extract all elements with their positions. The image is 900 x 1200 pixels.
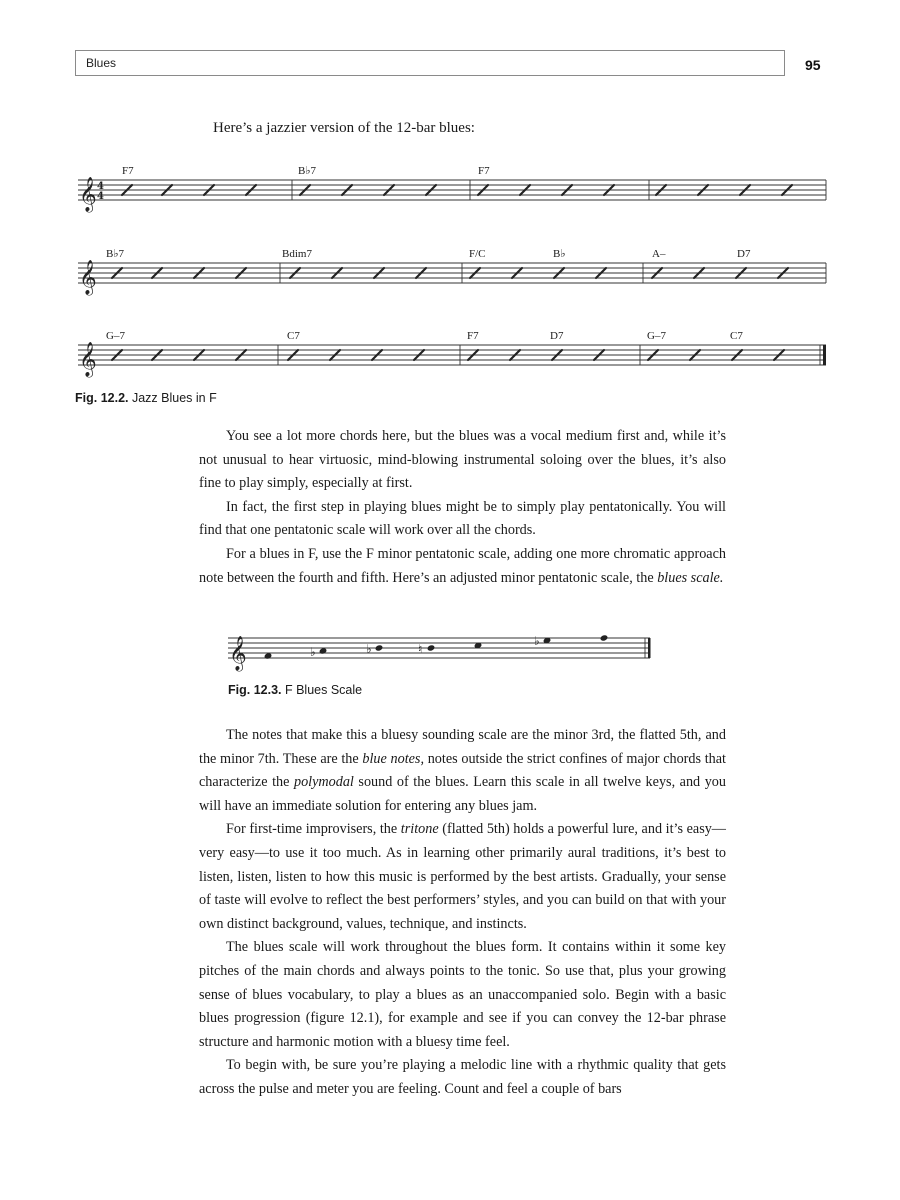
intro-sentence: Here’s a jazzier version of the 12-bar blues:: [213, 120, 475, 136]
figure-title: F Blues Scale: [284, 683, 363, 697]
treble-clef-icon: 𝄞: [79, 342, 97, 377]
term-polymodal: polymodal: [293, 774, 354, 791]
chord-symbol: Bdim7: [282, 248, 312, 260]
chord-symbol: F7: [122, 165, 134, 177]
paragraph-text: sound of the blues. Learn this scale in all twelve keys, and you will have an immediate solution for entering any blues jam.: [199, 774, 726, 814]
chord-symbol: C7: [287, 330, 300, 342]
svg-text:4: 4: [97, 191, 104, 202]
chord-symbol: F/C: [469, 248, 486, 260]
running-header-box: [75, 50, 785, 76]
scale-note: [427, 644, 436, 651]
chord-symbol: C7: [730, 330, 743, 342]
body-text-block-2: [199, 724, 726, 1102]
term-blue-notes: blue notes,: [362, 750, 424, 767]
chord-symbol: B♭7: [106, 248, 125, 260]
figure-12-3-caption: [228, 683, 362, 697]
treble-clef-icon: 𝄞: [79, 260, 97, 295]
scale-note: [600, 634, 609, 641]
figure-label: Fig. 12.2.: [75, 391, 129, 405]
paragraph: [199, 724, 726, 818]
flat-sign: ♭: [366, 642, 372, 656]
time-signature: 4: [97, 181, 104, 192]
term-tritone: tritone: [400, 821, 439, 838]
staff-row-3: [0, 325, 900, 385]
paragraph: The blues scale will work throughout the blues form. It contains within it some key pitches of the main chords and always points to the tonic. So use that, plus your growing sense of blues vocabulary, to play a blues as an unaccompanied solo. Begin with a basic blues progression (figure 12.1), for example and see if you can convey the 12-bar phrase structure and harmonic motion with a bluesy time feel.: [199, 939, 726, 1050]
figure-title: Jazz Blues in F: [131, 391, 217, 405]
treble-clef-icon: 𝄞: [229, 636, 247, 671]
blues-scale-staff: [0, 626, 900, 676]
chord-symbol: F7: [467, 330, 479, 342]
chord-symbol: G–7: [647, 330, 666, 342]
chord-symbol: A–: [652, 248, 666, 260]
chord-symbol: B♭: [553, 248, 566, 260]
running-header-section: Blues: [86, 56, 117, 70]
chord-symbol: B♭7: [298, 165, 317, 177]
chord-symbol: G–7: [106, 330, 125, 342]
figure-label: Fig. 12.3.: [228, 683, 282, 697]
paragraph: You see a lot more chords here, but the blues was a vocal medium first and, while it’s not unusual to hear virtuosic, mind-blowing instrumental soloing over the blues, it’s also fine to play simply, especially at first.: [199, 428, 726, 492]
paragraph: To begin with, be sure you’re playing a melodic line with a rhythmic quality that gets across the pulse and meter you are feeling. Count and feel a couple of bars: [199, 1057, 726, 1097]
final-barline: [823, 345, 826, 365]
chord-symbol: D7: [737, 248, 751, 260]
scale-note: [375, 644, 384, 651]
body-text-block-1: [199, 425, 726, 590]
paragraph-text: For first-time improvisers, the: [226, 821, 401, 838]
natural-sign: ♮: [418, 642, 423, 656]
figure-12-2-caption: [75, 391, 217, 405]
chord-symbol: D7: [550, 330, 564, 342]
staff-row-2: [0, 243, 900, 303]
page-number: 95: [805, 57, 821, 73]
paragraph: In fact, the first step in playing blues might be to simply play pentatonically. You will find that one pentatonic scale will work over all the chords.: [199, 498, 726, 539]
staff-row-1: [0, 160, 900, 220]
paragraph-text: notes outside the strict confines of major chords that characterize the: [199, 750, 726, 791]
treble-clef-icon: 𝄞: [79, 177, 97, 212]
paragraph-text: The notes that make this a bluesy sounding scale are the minor 3rd, the flatted 5th, and the minor 7th. These are the: [199, 727, 726, 767]
final-barline: [648, 638, 651, 658]
paragraph-text: (flatted 5th) holds a powerful lure, and it’s easy—very easy—to use it too much. As in learning other primarily aural traditions, it’s best to listen, listen, listen to how this music is performed by the best artists. Gradually, your sense of taste will evolve to reflect the best performers’ styles, and you can build on that with your own distinct background, values, technique, and instincts.: [199, 821, 726, 932]
chord-symbol: F7: [478, 165, 490, 177]
paragraph: [199, 543, 726, 590]
flat-sign: ♭: [310, 645, 316, 659]
paragraph-text: For a blues in F, use the F minor pentatonic scale, adding one more chromatic approach note between the fourth and fifth. Here’s an adjusted minor pentatonic scale, the: [199, 545, 726, 586]
paragraph: [199, 818, 726, 936]
flat-sign: ♭: [534, 634, 540, 648]
term-blues-scale: blues scale.: [657, 569, 724, 586]
